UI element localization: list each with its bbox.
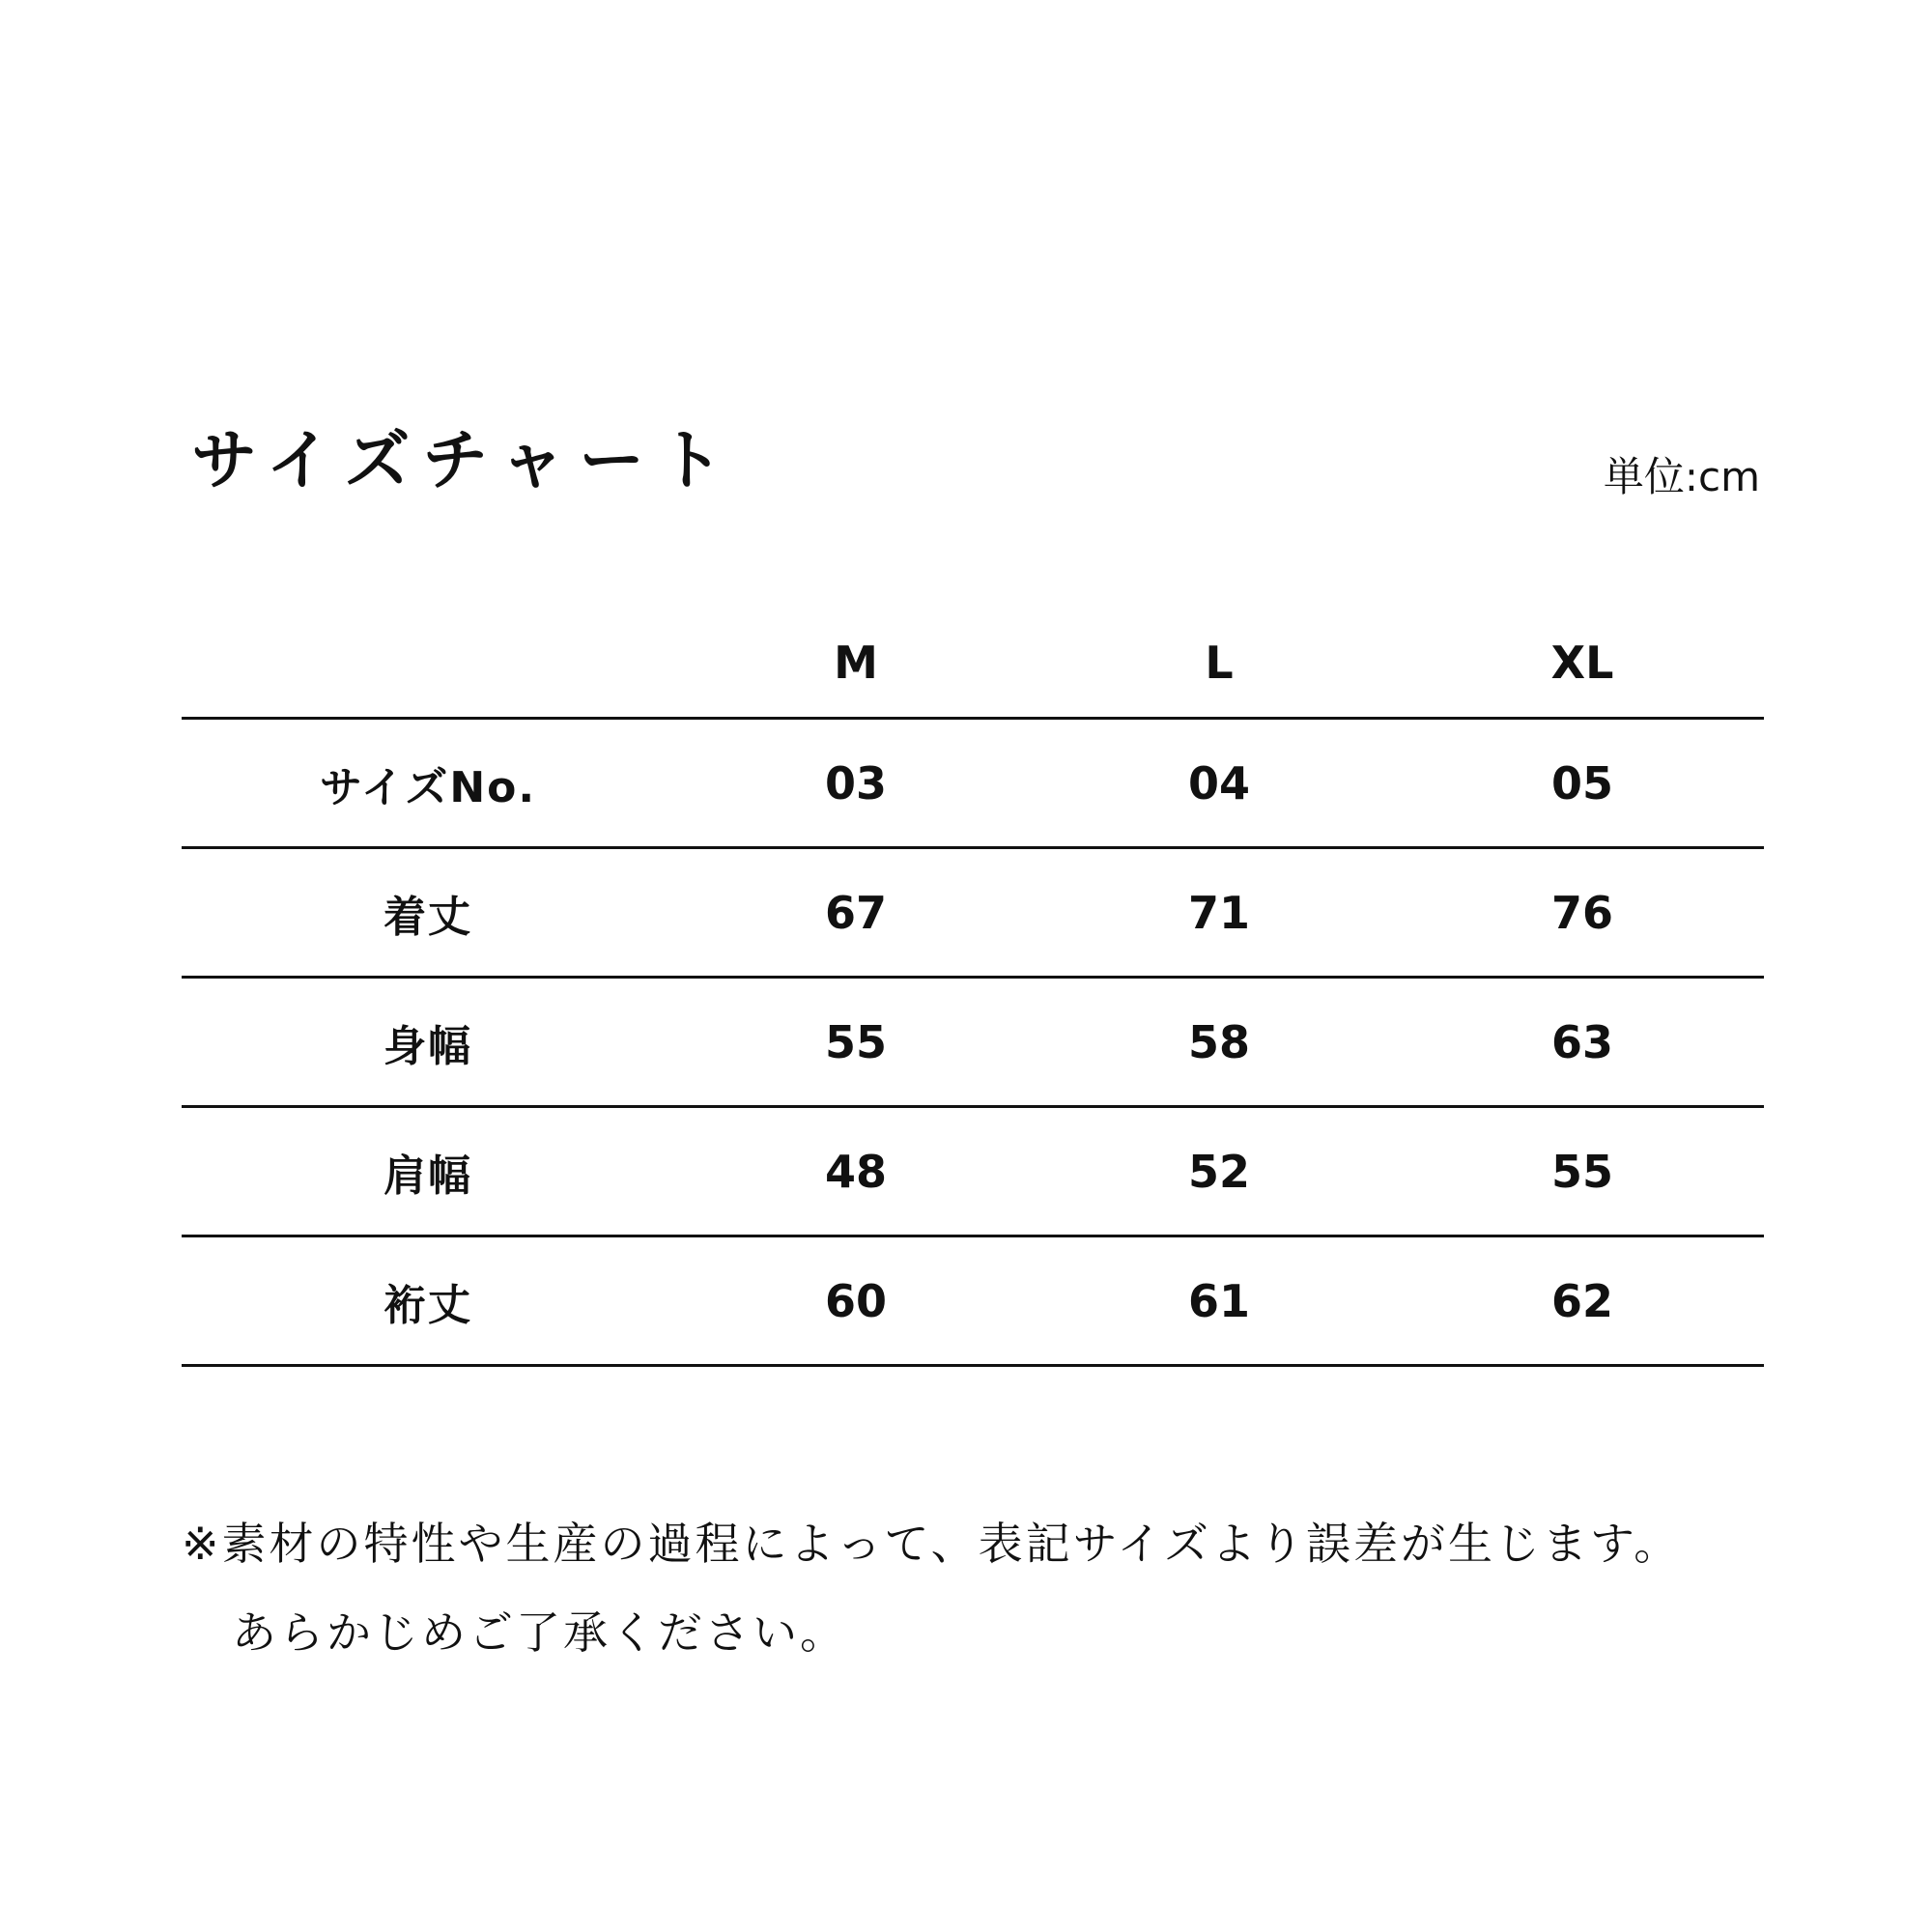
table-cell: 52 [1037, 1107, 1401, 1236]
table-cell: 55 [674, 978, 1037, 1107]
table-cell: 04 [1037, 719, 1401, 848]
disclaimer-line-1: ※素材の特性や生産の過程によって、表記サイズより誤差が生じます。 [182, 1518, 1682, 1570]
table-body [182, 719, 1764, 1366]
row-label: 着丈 [182, 848, 674, 978]
table-cell: 63 [1401, 978, 1764, 1107]
header-row [182, 609, 1764, 719]
table-header [182, 609, 1764, 719]
row-label: 肩幅 [182, 1107, 674, 1236]
header-cell-l: L [1037, 609, 1401, 719]
table-cell: 60 [674, 1236, 1037, 1366]
disclaimer-line-2: あらかじめご了承ください。 [232, 1606, 847, 1659]
size-chart-table [182, 609, 1764, 1367]
table-row [182, 978, 1764, 1107]
page-title: サイズチャート [191, 423, 738, 499]
table-row [182, 719, 1764, 848]
table-cell: 61 [1037, 1236, 1401, 1366]
table-cell: 48 [674, 1107, 1037, 1236]
table-row [182, 1107, 1764, 1236]
header-cell-empty [182, 609, 674, 719]
table-cell: 67 [674, 848, 1037, 978]
disclaimer-note [182, 1499, 1776, 1677]
table-cell: 05 [1401, 719, 1764, 848]
table-cell: 71 [1037, 848, 1401, 978]
table-row [182, 1236, 1764, 1366]
table-cell: 58 [1037, 978, 1401, 1107]
header-cell-xl: XL [1401, 609, 1764, 719]
table-row [182, 848, 1764, 978]
unit-label: 単位:cm [1603, 453, 1760, 500]
row-label: 裄丈 [182, 1236, 674, 1366]
table-cell: 03 [674, 719, 1037, 848]
row-label: 身幅 [182, 978, 674, 1107]
header-cell-m: M [674, 609, 1037, 719]
table-cell: 76 [1401, 848, 1764, 978]
table-cell: 55 [1401, 1107, 1764, 1236]
table-cell: 62 [1401, 1236, 1764, 1366]
row-label: サイズNo. [182, 719, 674, 848]
